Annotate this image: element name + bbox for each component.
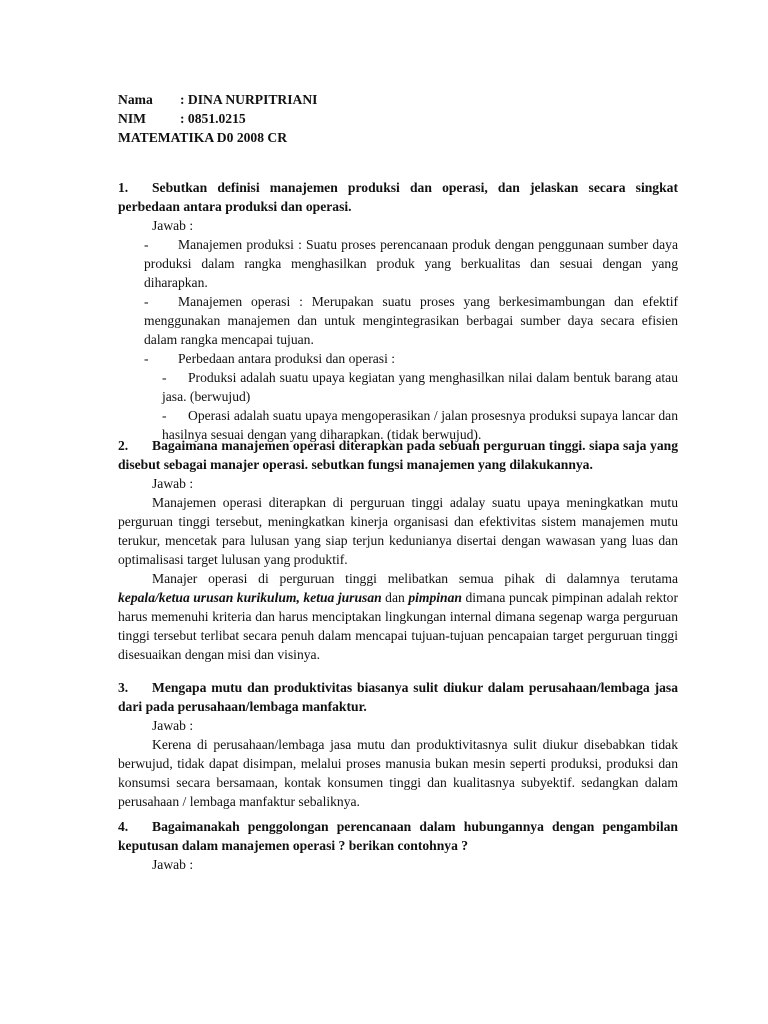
question-number: 1.: [118, 180, 129, 195]
question-4-text: 4. Bagaimanakah penggolongan perencanaan dalam hubungannya dengan pengambilan keputusan dalam manajemen operasi ? berikan contohnya ?: [118, 819, 678, 853]
jawab-label: Jawab :: [152, 476, 194, 491]
answer-paragraph: Manajemen operasi diterapkan di perguruan tinggi adalay suatu upaya meningkatkan mutu perguruan tinggi tersebut, meningkatkan kinerja organisasi dan efektivitas sistem manajemen mutu terukur, mencetak para lulusan yang siap terjun kedunianya disertai dengan wawasan yang luas dan optimalisasi target lulusan yang produktif.: [118, 495, 678, 567]
question-2: [118, 436, 678, 664]
dash-bullet: -: [144, 351, 149, 366]
list-item: - Perbedaan antara produksi dan operasi :: [144, 351, 396, 366]
sub-list-item: - Produksi adalah suatu upaya kegiatan yang menghasilkan nilai dalam bentuk barang atau jasa. (berwujud): [162, 370, 678, 404]
question-number: 4.: [118, 819, 129, 834]
dash-bullet: -: [144, 294, 149, 309]
nim-label: NIM: [118, 111, 146, 126]
list-item: - Manajemen operasi : Merupakan suatu proses yang berkesimambungan dan efektif menggunakan manajemen dan untuk mengintegrasikan berbagai sumber daya secara efisien dalam rangka mencapai tujuan.: [144, 294, 678, 347]
answer-paragraph: Kerena di perusahaan/lembaga jasa mutu dan produktivitasnya sulit diukur disebabkan tidak berwujud, tidak dapat disimpan, melalui proses manusia bukan mesin seperti produksi, produksi dan konsumsi secara bersamaan, kontak konsumen tinggi dan kualitasnya subyektif. sedangkan dalam perusahaan / lembaga manfaktur sebaliknya.: [118, 737, 678, 809]
list-item: - Manajemen produksi : Suatu proses perencanaan produk dengan penggunaan sumber daya produksi dalam rangka menghasilkan produk yang berkualitas dan sesuai dengan yang diharapkan.: [144, 237, 678, 290]
question-number: 2.: [118, 438, 129, 453]
jawab-label: Jawab :: [152, 857, 194, 872]
question-1: [118, 178, 678, 444]
dash-bullet: -: [144, 237, 149, 252]
question-number: 3.: [118, 680, 129, 695]
question-3: [118, 678, 678, 811]
question-1-text: 1. Sebutkan definisi manajemen produksi dan operasi, dan jelaskan secara singkat perbedaan antara produksi dan operasi.: [118, 180, 678, 214]
question-4: [118, 817, 678, 874]
sub-list-item: - Operasi adalah suatu upaya mengoperasikan / jalan prosesnya produksi supaya lancar dan hasilnya sesuai dengan yang diharapkan. (tidak berwujud).: [162, 408, 678, 442]
emphasis-text: kepala/ketua urusan kurikulum, ketua jurusan: [118, 590, 382, 605]
name-row: [118, 90, 317, 109]
question-2-text: 2. Bagaimana manajemen operasi diterapkan pada sebuah perguruan tinggi. siapa saja yang disebut sebagai manajer operasi. sebutkan fungsi manajemen yang dilakukannya.: [118, 438, 678, 472]
question-3-text: 3. Mengapa mutu dan produktivitas biasanya sulit diukur dalam perusahaan/lembaga jasa dari pada perusahaan/lembaga manfaktur.: [118, 680, 678, 714]
nim-value: : 0851.0215: [180, 111, 246, 126]
class-row: MATEMATIKA D0 2008 CR: [118, 130, 288, 145]
nim-row: [118, 109, 317, 128]
name-value: : DINA NURPITRIANI: [180, 92, 318, 107]
jawab-label: Jawab :: [152, 718, 194, 733]
student-header: [118, 90, 317, 147]
dash-bullet: -: [162, 408, 167, 423]
jawab-label: Jawab :: [152, 218, 194, 233]
name-label: Nama: [118, 92, 153, 107]
answer-paragraph: Manajer operasi di perguruan tinggi melibatkan semua pihak di dalamnya terutama kepala/ketua urusan kurikulum, ketua jurusan dan pimpinan dimana puncak pimpinan adalah rektor harus memenuhi kriteria dan harus menciptakan lingkungan internal dimana segenap warga perguruan tinggi tersebut terlibat secara penuh dalam mencapai tujuan-tujuan pencapaian target perguruan tinggi disesuaikan dengan misi dan visinya.: [118, 571, 678, 662]
dash-bullet: -: [162, 370, 167, 385]
emphasis-text: pimpinan: [408, 590, 462, 605]
